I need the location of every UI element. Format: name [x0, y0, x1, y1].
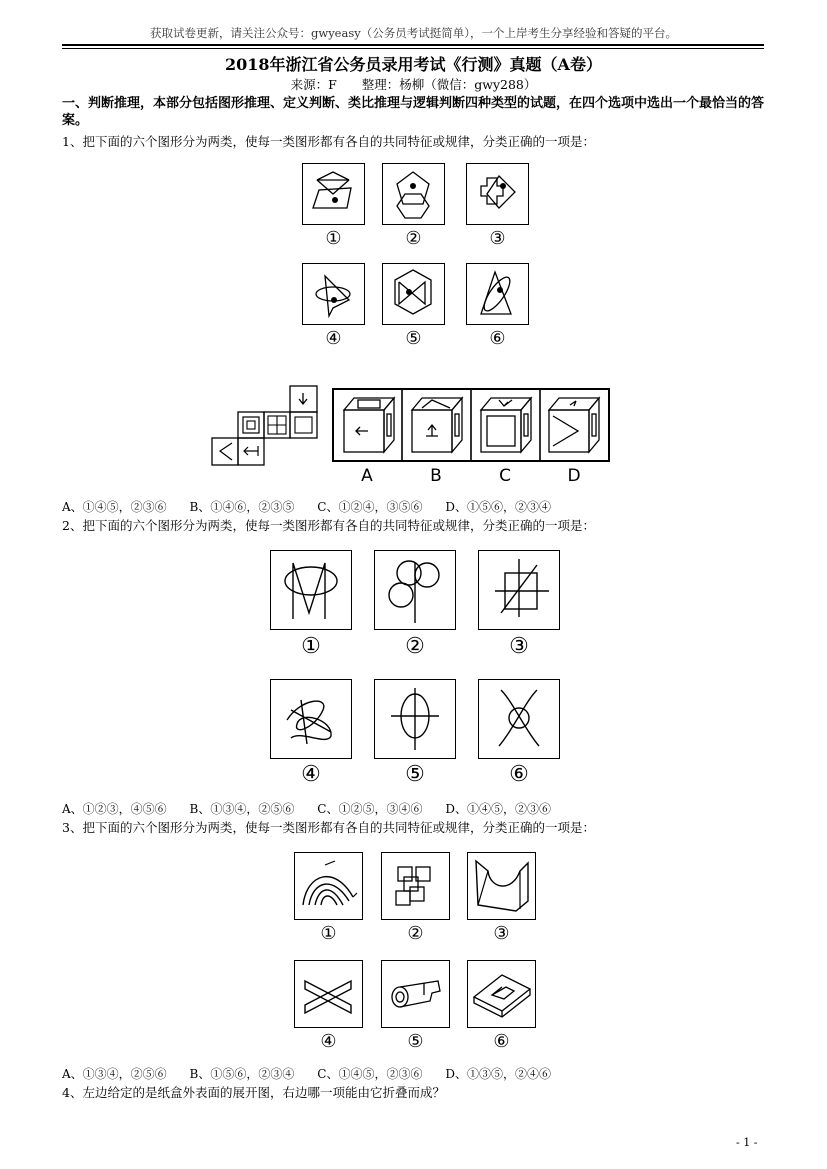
q3-figure-1 [294, 852, 363, 920]
q2-figure-6 [478, 679, 560, 759]
q2-label-4: ④ [301, 762, 321, 787]
q3-label-5: ⑤ [407, 1031, 424, 1052]
q2-label-6: ⑥ [509, 762, 529, 787]
question-2-options: A、①②③，④⑤⑥ B、①③④，②⑤⑥ C、①②⑤，③④⑥ D、①④⑤，②③⑥ [62, 802, 551, 816]
q2-figure-2 [374, 550, 456, 630]
question-1-options: A、①④⑤，②③⑥ B、①④⑥，②③⑤ C、①②④，③⑤⑥ D、①⑤⑥，②③④ [62, 500, 551, 514]
cube-option-label-b: B [430, 466, 442, 486]
q3-label-2: ② [407, 923, 424, 944]
q2-label-1: ① [301, 634, 321, 659]
q3-label-4: ④ [320, 1031, 337, 1052]
q3-figure-2 [381, 852, 450, 920]
cube-net [210, 385, 325, 467]
source-line: 来源：F 整理：杨柳（微信：gwy288） [290, 77, 537, 92]
cube-options [332, 388, 610, 462]
q1-figure-2 [382, 163, 445, 225]
q1-label-5: ⑤ [405, 328, 422, 349]
question-1-text: 1、把下面的六个图形分为两类，使每一类图形都有各自的共同特征或规律，分类正确的一项是： [62, 134, 595, 149]
q3-label-3: ③ [493, 923, 510, 944]
cube-option-label-c: C [499, 466, 511, 486]
q2-label-5: ⑤ [405, 762, 425, 787]
q1-label-2: ② [405, 228, 422, 249]
q2-figure-3 [478, 550, 560, 630]
q3-label-6: ⑥ [493, 1031, 510, 1052]
question-3-text: 3、把下面的六个图形分为两类，使每一类图形都有各自的共同特征或规律，分类正确的一项是： [62, 820, 595, 835]
q2-figure-1 [270, 550, 352, 630]
q1-figure-3 [466, 163, 529, 225]
q3-figure-3 [467, 852, 536, 920]
q1-figure-1 [302, 163, 365, 225]
q2-label-3: ③ [509, 634, 529, 659]
q3-label-1: ① [320, 923, 337, 944]
q2-figure-4 [270, 679, 352, 759]
question-4-text: 4、左边给定的是纸盒外表面的展开图，右边哪一项能由它折叠而成？ [62, 1085, 445, 1100]
q2-figure-5 [374, 679, 456, 759]
cube-option-label-a: A [361, 466, 373, 486]
page-title: 2018年浙江省公务员录用考试《行测》真题（A卷） [225, 55, 602, 74]
q1-label-3: ③ [489, 228, 506, 249]
question-3-options: A、①③④，②⑤⑥ B、①⑤⑥，②③④ C、①④⑤，②③⑥ D、①③⑤，②④⑥ [62, 1067, 551, 1081]
question-2-text: 2、把下面的六个图形分为两类，使每一类图形都有各自的共同特征或规律，分类正确的一项是： [62, 518, 595, 533]
q3-figure-5 [381, 960, 450, 1028]
q3-figure-4 [294, 960, 363, 1028]
header-note: 获取试卷更新，请关注公众号：gwyeasy（公务员考试挺简单），一个上岸考生分享经验和答疑的平台。 [149, 26, 677, 40]
page-number: - 1 - [736, 1136, 758, 1149]
header-rule-thick [62, 44, 764, 46]
q1-figure-6 [466, 263, 529, 325]
section-heading: 一、判断推理，本部分包括图形推理、定义判断、类比推理与逻辑判断四种类型的试题，在四个选项中选出一个最恰当的答案。 [62, 96, 765, 128]
cube-option-label-d: D [567, 466, 581, 486]
q1-label-1: ① [325, 228, 342, 249]
q2-label-2: ② [405, 634, 425, 659]
q1-label-4: ④ [325, 328, 342, 349]
q3-figure-6 [467, 960, 536, 1028]
q1-figure-4 [302, 263, 365, 325]
header-rule-thin [62, 48, 764, 49]
q1-figure-5 [382, 263, 445, 325]
q1-label-6: ⑥ [489, 328, 506, 349]
